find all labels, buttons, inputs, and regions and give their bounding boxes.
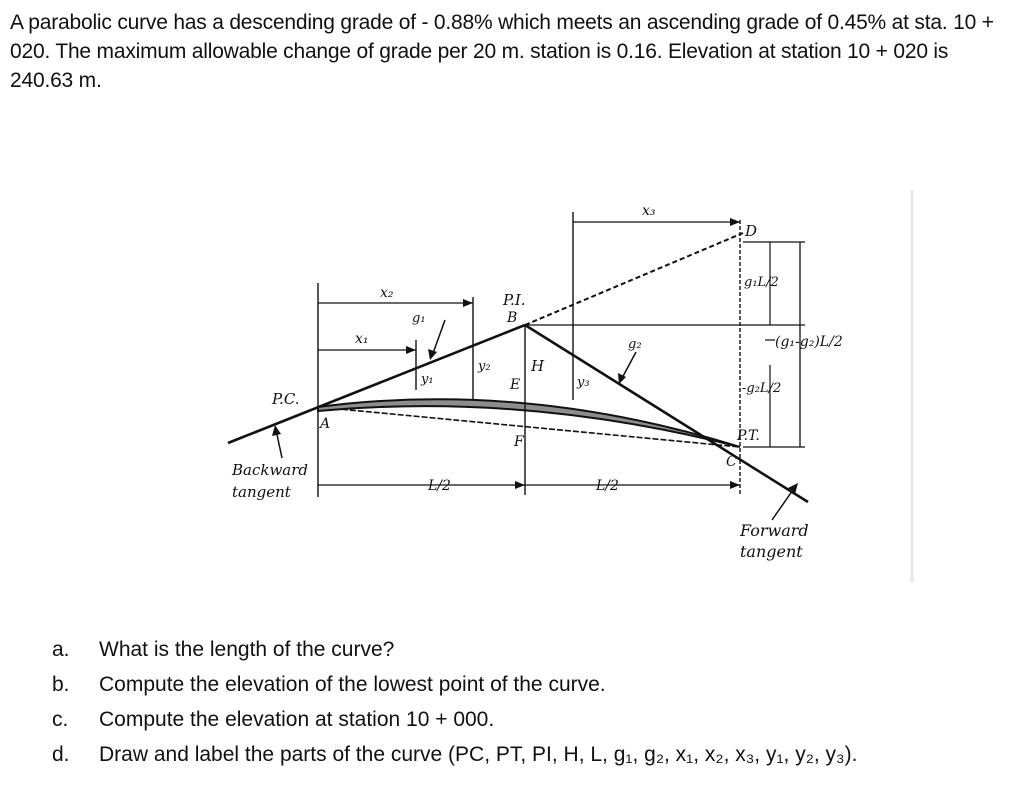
parabolic-curve-diagram (0, 180, 1024, 600)
label-forward-tangent: tangent (740, 542, 803, 561)
label-g1l2: g₁L/2 (744, 275, 779, 290)
label-l-half-left: L/2 (428, 478, 451, 494)
question-list (52, 632, 1012, 772)
question-letter: b. (52, 673, 70, 696)
label-pc: P.C. (272, 390, 300, 408)
question-text: Draw and label the parts of the curve (PC, PT, PI, H, L, g₁, g₂, x₁, x₂, x₃, y₁, y₂, y₃). (99, 743, 858, 766)
question-letter: c. (52, 708, 69, 731)
question-b (52, 667, 1012, 702)
label-g2l2: -g₂L/2 (742, 381, 782, 396)
parabolic-curve (318, 399, 740, 447)
label-a: A (320, 416, 331, 432)
label-pi: P.I. (503, 291, 526, 309)
long-chord-line (318, 407, 740, 447)
question-text: Compute the elevation of the lowest point of the curve. (99, 673, 606, 696)
question-letter: a. (52, 638, 70, 661)
question-text: Compute the elevation at station 10 + 000. (99, 708, 495, 731)
question-letter: d. (52, 743, 70, 766)
label-backward: Backward (232, 461, 309, 479)
label-b: B (507, 310, 518, 326)
label-g1-g2-l2: (g₁-g₂)L/2 (775, 334, 843, 350)
label-f: F (514, 434, 524, 450)
label-forward: Forward (740, 521, 809, 540)
question-a (52, 632, 1012, 667)
leader-forward (772, 487, 795, 520)
question-d (52, 737, 1012, 772)
label-y2: y₂ (478, 359, 491, 374)
label-backward-tangent: tangent (232, 483, 291, 501)
question-text: What is the length of the curve? (99, 638, 395, 661)
tangent-extension-line (525, 233, 743, 325)
label-d: D (745, 222, 758, 240)
label-y1: y₁ (421, 372, 434, 387)
leader-g1 (432, 320, 445, 356)
label-g2: g₂ (628, 337, 642, 352)
label-x2: x₂ (380, 285, 394, 301)
label-h: H (531, 357, 545, 375)
label-x1: x₁ (355, 331, 369, 347)
label-y3: y₃ (577, 375, 590, 390)
label-x3: x₃ (642, 203, 656, 219)
label-g1: g₁ (412, 311, 426, 326)
label-l-half-right: L/2 (596, 478, 619, 494)
question-c (52, 702, 1012, 737)
problem-statement: A parabolic curve has a descending grade of - 0.88% which meets an ascending grade of 0.45% at sta. 10 + 020. The maximum allowable change of grade per 20 m. station is 0.16. Elevation at station 10 + 020 is 240.63 m. (10, 11, 994, 92)
label-e: E (510, 377, 521, 393)
label-c: C (726, 454, 737, 470)
backward-tangent-line (228, 325, 525, 443)
label-pt: P.T. (737, 428, 760, 444)
